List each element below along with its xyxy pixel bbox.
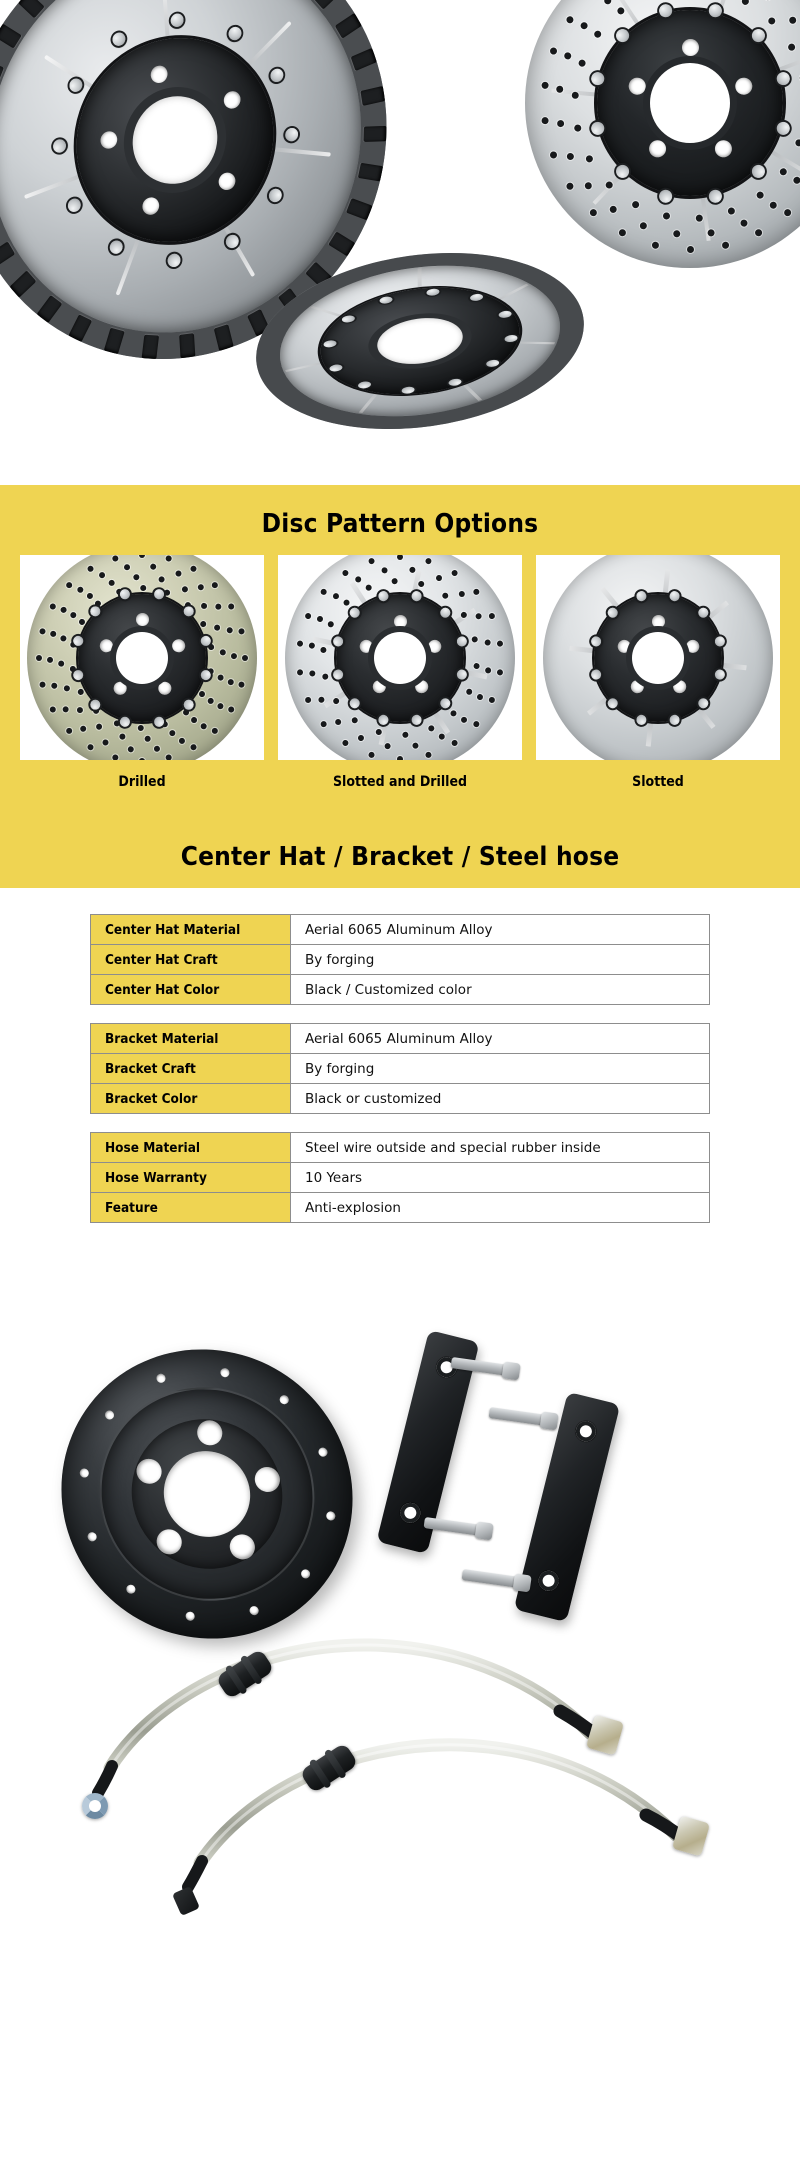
pattern-card-slotted[interactable] [536, 555, 780, 760]
rotor-vane [335, 13, 362, 39]
rotor-drill-hole [488, 612, 496, 620]
rotor-drill-hole [549, 150, 558, 159]
spec-key: Bracket Material [91, 1024, 291, 1054]
rotor-drill-hole [563, 51, 572, 60]
rotor-drill-hole [304, 695, 312, 703]
rotor-drill-hole [602, 0, 612, 6]
rotor-drill-hole [794, 138, 800, 147]
rotor-drill-hole [438, 732, 446, 740]
rotor-drill-hole [217, 673, 224, 680]
table-row [91, 1084, 710, 1114]
rotor-drill-hole [61, 705, 69, 713]
rotor-center-bore [374, 632, 426, 684]
rotor-drill-hole [571, 92, 578, 99]
rotor-drill-hole [592, 29, 602, 39]
rotor-drill-hole [47, 656, 53, 662]
rotor-lug-hole [682, 39, 699, 56]
rotor-vane [266, 425, 293, 440]
table-row [91, 1193, 710, 1223]
rotor-drill-hole [119, 732, 126, 739]
rotor-vane [314, 0, 341, 10]
rotor-drill-hole [687, 246, 694, 253]
hose-end-sleeve-upper [98, 1766, 112, 1793]
rotor-drill-hole [497, 668, 504, 675]
rotor-drill-hole [762, 0, 772, 2]
rotor-drill-hole [617, 228, 626, 237]
rotor-drill-hole [471, 635, 478, 642]
rotor-drill-hole [297, 640, 304, 647]
rotor-drill-hole [782, 208, 792, 218]
parts-gallery [0, 1263, 800, 1963]
center-hat-bracket-hose-title: Center Hat / Bracket / Steel hose [0, 818, 800, 888]
rotor-drill-hole [368, 557, 375, 564]
rotor-drill-hole [739, 219, 748, 228]
rotor-center-bore [116, 632, 168, 684]
rotor-drill-hole [397, 555, 403, 560]
rotor-drill-hole [163, 588, 171, 596]
pattern-label-slotted: Slotted [632, 774, 684, 790]
rotor-drill-hole [316, 614, 324, 622]
rotor-vane [18, 0, 45, 18]
rotor-drill-hole [238, 680, 245, 687]
spec-table-hose [90, 1132, 710, 1223]
rotor-drill-hole [449, 709, 457, 717]
rotor-drill-hole [630, 200, 639, 209]
rotor-vane [0, 24, 22, 49]
rotor-drill-hole [226, 626, 234, 634]
rotor-drill-hole [227, 602, 235, 610]
rotor-drill-hole [565, 15, 575, 25]
rotor-drill-hole [220, 649, 226, 655]
disc-pattern-options-section [0, 485, 800, 818]
rotor-drill-hole [341, 738, 349, 746]
table-row [91, 945, 710, 975]
hose-braid-lower [200, 1745, 676, 1863]
rotor-drill-hole [304, 612, 312, 620]
rotor-drill-hole [721, 241, 729, 249]
rotor-drill-hole [59, 605, 67, 613]
rotor-drill-hole [391, 577, 397, 583]
drilled-disc-sample [27, 555, 257, 760]
rotor-drill-hole [368, 751, 375, 758]
table-row [91, 1163, 710, 1193]
rotor-drill-hole [768, 200, 778, 210]
specifications-section [0, 888, 800, 1263]
rotor-drill-hole [472, 587, 480, 595]
rotor-drill-hole [76, 705, 84, 713]
rotor-drill-hole [384, 742, 391, 749]
rotor-drill-hole [484, 639, 491, 646]
rotor-lug-hole [652, 615, 665, 628]
spec-key: Center Hat Material [91, 915, 291, 945]
rotor-vane [594, 275, 595, 288]
rotor-drill-hole [39, 627, 46, 634]
rotor-drill-hole [604, 180, 614, 190]
rotor-drill-hole [50, 630, 57, 637]
rotor-drill-hole [319, 719, 327, 727]
rotor-center-bore [632, 632, 684, 684]
rotor-drill-hole [242, 655, 248, 661]
spec-value: 10 Years [291, 1163, 710, 1193]
rotor-drill-hole [791, 175, 800, 185]
rotor-drill-hole [341, 568, 349, 576]
rotor-vane [439, 233, 457, 239]
rotor-drill-hole [450, 568, 458, 576]
hose-braid-lines [0, 1263, 800, 1963]
rotor-drill-hole [112, 753, 119, 760]
rotor-drill-hole [608, 204, 618, 214]
spec-value: Anti-explosion [291, 1193, 710, 1223]
rotor-vane [0, 60, 4, 82]
rotor-drill-hole [441, 591, 449, 599]
rotor-drill-hole [63, 684, 71, 692]
slotted-disc-sample [543, 555, 773, 760]
rotor-drill-hole [181, 585, 189, 593]
rotor-drill-hole [615, 6, 625, 16]
rotor-drill-hole [65, 726, 73, 734]
rotor-vane [588, 364, 595, 375]
rotor-lug-hole [394, 615, 407, 628]
rotor-vane [245, 411, 267, 425]
hose-braid-lower-highlight [200, 1745, 676, 1863]
spec-value: Steel wire outside and special rubber inside [291, 1133, 710, 1163]
rotor-drill-hole [49, 705, 57, 713]
rotor-drill-hole [211, 580, 219, 588]
rotor-drill-hole [473, 662, 480, 669]
rotor-drill-hole [409, 566, 416, 573]
pattern-card-drilled[interactable] [20, 555, 264, 760]
rotor-drill-hole [200, 601, 208, 609]
rotor-drill-hole [497, 640, 504, 647]
disc-pattern-options-title: Disc Pattern Options [0, 485, 800, 555]
rotor-drill-hole [755, 190, 765, 200]
rotor-drill-hole [425, 751, 432, 758]
rotor-drill-hole [36, 655, 42, 661]
rotor-drill-hole [207, 696, 215, 704]
rotor-drill-hole [154, 745, 161, 752]
rotor-drill-hole [476, 693, 484, 701]
rotor-vane [0, 241, 15, 267]
rotor-drill-hole [695, 214, 703, 222]
rotor-center-bore [650, 63, 730, 143]
hose-eyelet-upper [82, 1793, 108, 1819]
table-row [91, 1133, 710, 1163]
rotor-drill-hole [197, 583, 205, 591]
rotor-drill-hole [334, 717, 342, 725]
rotor-drill-hole [216, 702, 224, 710]
rotor-vane [537, 402, 563, 416]
rotor-drill-hole [39, 680, 46, 687]
rotor-drill-hole [472, 719, 480, 727]
rotor-vane [515, 233, 540, 247]
rotor-drill-hole [108, 578, 116, 586]
rotor-drill-hole [381, 566, 388, 573]
rotor-drill-hole [740, 0, 749, 6]
rotor-drill-hole [402, 731, 408, 737]
rotor-drill-hole [475, 612, 483, 620]
rotor-drill-hole [465, 687, 473, 695]
rotor-drill-hole [707, 229, 715, 237]
rotor-drill-hole [332, 591, 340, 599]
rotor-drill-hole [332, 696, 340, 704]
rotor-vane [566, 384, 593, 397]
rotor-drill-hole [60, 634, 67, 641]
rotor-vane [37, 295, 63, 323]
rotor-drill-hole [327, 620, 335, 628]
rotor-drill-hole [365, 583, 373, 591]
rotor-drill-hole [397, 756, 403, 761]
rotor-vane [346, 198, 373, 220]
rotor-drill-hole [76, 585, 84, 593]
rotor-drill-hole [319, 587, 327, 595]
rotor-drill-hole [662, 212, 670, 220]
rotor-drill-hole [412, 742, 419, 749]
rotor-vane [328, 231, 355, 256]
rotor-drill-hole [541, 81, 549, 89]
rotor-drill-hole [49, 602, 57, 610]
spec-value: Aerial 6065 Aluminum Alloy [291, 915, 710, 945]
spec-key: Hose Material [91, 1133, 291, 1163]
rotor-drill-hole [51, 681, 59, 689]
rotor-drill-hole [579, 21, 589, 31]
rotor-drill-hole [297, 668, 304, 675]
rotor-vane [214, 324, 234, 351]
pattern-card-row [0, 555, 800, 760]
rotor-drill-hole [583, 181, 593, 191]
rotor-drill-hole [86, 743, 94, 751]
rotor-vane [478, 233, 500, 240]
rotor-drill-hole [460, 715, 468, 723]
rotor-drill-hole [354, 575, 362, 583]
rotor-drill-hole [158, 575, 165, 582]
rotor-drill-hole [140, 584, 146, 590]
rotor-drill-hole [565, 152, 574, 161]
rotor-vane [68, 314, 92, 342]
spec-value: Black or customized [291, 1084, 710, 1114]
rotor-drill-hole [138, 724, 144, 730]
rotor-drill-hole [150, 563, 157, 570]
rotor-drill-hole [211, 726, 219, 734]
rotor-drill-hole [427, 724, 435, 732]
rotor-drill-hole [573, 124, 581, 132]
rotor-drill-hole [322, 672, 329, 679]
rotor-drill-hole [95, 722, 103, 730]
rotor-vane [360, 86, 385, 106]
rotor-drill-hole [375, 728, 382, 735]
rotor-vane [465, 430, 486, 445]
rotor-drill-hole [227, 678, 234, 685]
rotor-drill-hole [342, 598, 350, 606]
rotor-drill-hole [102, 738, 110, 746]
rotor-vane [364, 126, 387, 142]
table-row [91, 1054, 710, 1084]
slotted-drilled-disc-sample [285, 555, 515, 760]
rotor-drill-hole [460, 610, 468, 618]
rotor-drill-hole [584, 154, 594, 164]
spec-table-bracket [90, 1023, 710, 1114]
rotor-drill-hole [165, 555, 172, 562]
rotor-vane [358, 163, 383, 182]
rotor-drill-hole [199, 722, 207, 730]
rotor-drill-hole [124, 563, 131, 570]
spec-key: Bracket Color [91, 1084, 291, 1114]
rotor-vane [503, 418, 527, 433]
rotor-drill-hole [139, 758, 145, 761]
rotor-vane [426, 439, 443, 449]
rotor-drill-hole [766, 16, 776, 26]
spec-table-center-hat [90, 914, 710, 1005]
rotor-drill-hole [672, 230, 680, 238]
spec-key: Hose Warranty [91, 1163, 291, 1193]
spec-value: Aerial 6065 Aluminum Alloy [291, 1024, 710, 1054]
rotor-drill-hole [86, 564, 94, 572]
hero-image-collage [0, 0, 800, 485]
rotor-vane [383, 443, 401, 449]
rotor-drill-hole [458, 589, 466, 597]
table-row [91, 915, 710, 945]
rotor-vane [351, 48, 377, 71]
rotor-drill-hole [726, 207, 735, 216]
rotor-drill-hole [77, 687, 85, 695]
spec-key: Center Hat Craft [91, 945, 291, 975]
rotor-drill-hole [139, 555, 145, 558]
spec-value: Black / Customized color [291, 975, 710, 1005]
rotor-vane [10, 270, 37, 297]
rotor-drill-hole [588, 208, 598, 218]
rotor-drill-hole [86, 591, 94, 599]
rotor-vane [142, 335, 159, 359]
pattern-card-slotted-and-drilled[interactable] [278, 555, 522, 760]
rotor-drill-hole [638, 221, 647, 230]
rotor-vane [574, 257, 596, 271]
rotor-drill-hole [168, 729, 176, 737]
rotor-vane [547, 243, 574, 258]
rotor-lug-hole [136, 613, 149, 626]
rotor-drill-hole [199, 619, 207, 627]
rotor-drill-hole [58, 660, 64, 666]
rotor-drill-hole [213, 623, 221, 631]
rotor-drill-hole [577, 59, 586, 68]
spec-key: Bracket Craft [91, 1054, 291, 1084]
rotor-drill-hole [565, 181, 575, 191]
table-row [91, 1024, 710, 1054]
pattern-label-row [0, 760, 800, 812]
rotor-drill-hole [190, 715, 198, 723]
rotor-drill-hole [189, 743, 197, 751]
rotor-vane [179, 333, 195, 358]
rotor-drill-hole [231, 653, 237, 659]
rotor-vane [104, 328, 125, 354]
rotor-drill-hole [425, 557, 432, 564]
rotor-vane [301, 435, 326, 449]
rotor-drill-hole [133, 573, 139, 579]
rotor-drill-hole [556, 120, 564, 128]
rotor-drill-hole [787, 15, 797, 25]
rotor-drill-hole [450, 738, 458, 746]
spec-value: By forging [291, 945, 710, 975]
rotor-vane [398, 233, 415, 243]
rotor-drill-hole [165, 753, 172, 760]
spec-key: Center Hat Color [91, 975, 291, 1005]
slotted-drilled-rotor-front [525, 0, 800, 268]
rotor-drill-hole [555, 85, 563, 93]
rotor-drill-hole [485, 666, 492, 673]
rotor-drill-hole [189, 564, 197, 572]
rotor-drill-hole [435, 573, 443, 581]
pattern-label-drilled: Drilled [118, 774, 166, 790]
rotor-drill-hole [175, 569, 183, 577]
rotor-drill-hole [317, 695, 325, 703]
rotor-drill-hole [418, 580, 425, 587]
rotor-drill-hole [98, 571, 106, 579]
rotor-drill-hole [78, 617, 86, 625]
table-row [91, 975, 710, 1005]
spec-key: Feature [91, 1193, 291, 1223]
rotor-drill-hole [309, 669, 316, 676]
rotor-drill-hole [320, 646, 327, 653]
rotor-drill-hole [651, 241, 659, 249]
pattern-label-slotted-and-drilled: Slotted and Drilled [332, 774, 468, 790]
rotor-drill-hole [214, 602, 222, 610]
rotor-drill-hole [753, 228, 762, 237]
rotor-drill-hole [488, 695, 496, 703]
rotor-drill-hole [127, 745, 134, 752]
rotor-drill-hole [79, 724, 87, 732]
rotor-drill-hole [178, 736, 186, 744]
rotor-drill-hole [786, 42, 796, 52]
rotor-drill-hole [541, 117, 549, 125]
rotor-drill-hole [238, 627, 245, 634]
rotor-drill-hole [778, 167, 788, 177]
rotor-drill-hole [69, 610, 77, 618]
rotor-drill-hole [227, 705, 235, 713]
spec-value: By forging [291, 1054, 710, 1084]
rotor-drill-hole [198, 689, 206, 697]
rotor-vane [340, 442, 362, 449]
hose-end-sleeve-lower [188, 1861, 202, 1887]
rotor-drill-hole [549, 47, 558, 56]
rotor-drill-hole [351, 716, 359, 724]
rotor-drill-hole [308, 642, 315, 649]
rotor-drill-hole [144, 735, 150, 741]
rotor-drill-hole [357, 733, 365, 741]
rotor-drill-hole [65, 580, 73, 588]
rotor-drill-hole [112, 555, 119, 562]
rotor-vane [245, 393, 246, 406]
